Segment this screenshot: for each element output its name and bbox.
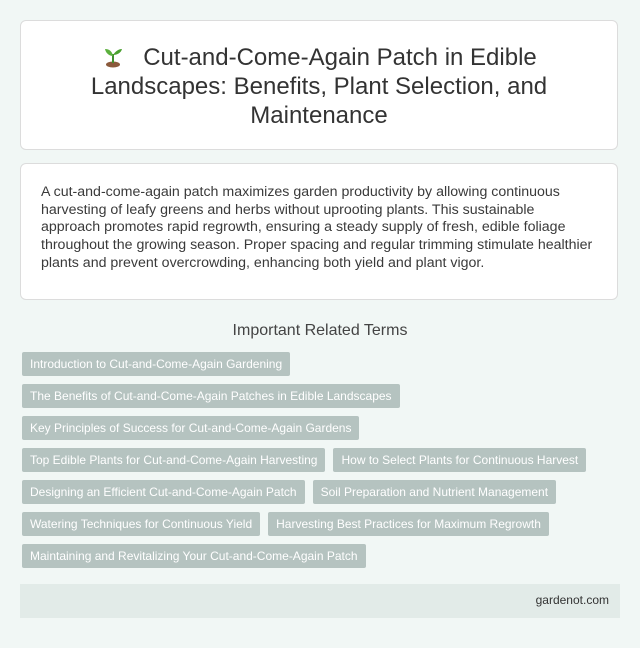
footer <box>20 584 620 618</box>
related-term-tag[interactable]: Maintaining and Revitalizing Your Cut-and-Come-Again Patch <box>22 544 366 568</box>
intro-paragraph: A cut-and-come-again patch maximizes garden productivity by allowing continuous harvesting of leafy greens and herbs without uprooting plants. This sustainable approach promotes rapid regrowth, ensuring a steady supply of fresh, edible foliage throughout the growing season. Proper spacing and regular trimming stimulate healthier plants and prevent overcrowding, enhancing both yield and plant vigor. <box>41 184 593 271</box>
title-text: Cut-and-Come-Again Patch in Edible Landscapes: Benefits, Plant Selection, and Maintenance <box>90 44 548 129</box>
related-term-tag[interactable]: Key Principles of Success for Cut-and-Come-Again Gardens <box>22 416 359 440</box>
related-term-tag[interactable]: Soil Preparation and Nutrient Management <box>313 480 556 504</box>
related-term-tag[interactable]: Introduction to Cut-and-Come-Again Gardening <box>22 352 290 376</box>
page-title <box>21 21 617 130</box>
related-term-tag[interactable]: Designing an Efficient Cut-and-Come-Again Patch <box>22 480 305 504</box>
related-term-tag[interactable]: Top Edible Plants for Cut-and-Come-Again Harvesting <box>22 448 325 472</box>
related-term-tag[interactable]: Watering Techniques for Continuous Yield <box>22 512 260 536</box>
related-term-tag[interactable]: The Benefits of Cut-and-Come-Again Patches in Edible Landscapes <box>22 384 400 408</box>
related-term-tag[interactable]: Harvesting Best Practices for Maximum Regrowth <box>268 512 549 536</box>
related-terms-heading: Important Related Terms <box>232 322 408 339</box>
title-card <box>20 20 618 150</box>
intro-card <box>20 163 618 300</box>
sprout-icon <box>101 44 125 68</box>
related-terms-list <box>22 352 620 568</box>
site-name[interactable]: gardenot.com <box>535 593 609 607</box>
related-term-tag[interactable]: How to Select Plants for Continuous Harvest <box>333 448 586 472</box>
